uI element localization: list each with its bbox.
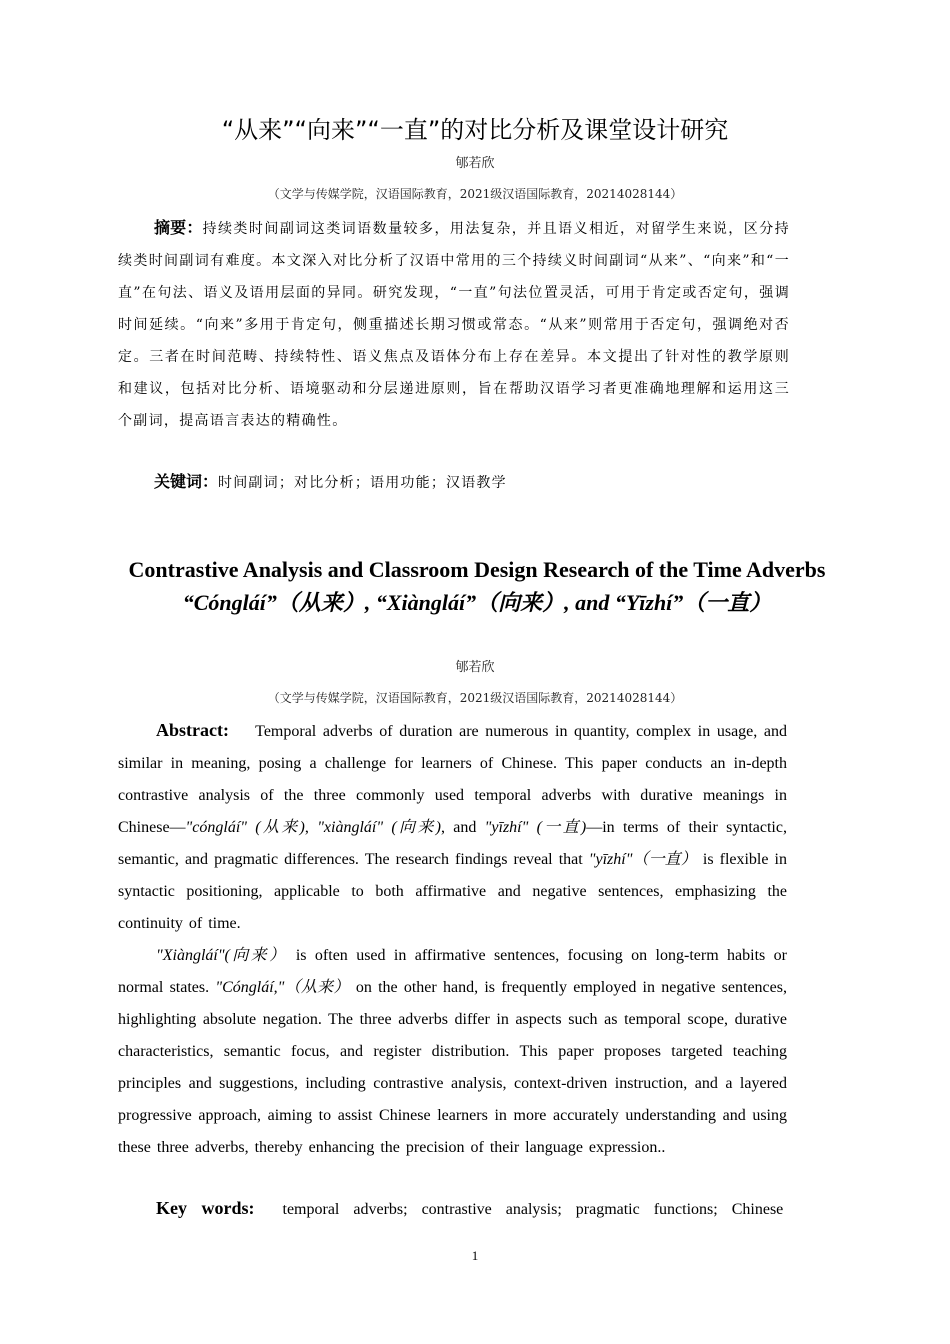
chinese-abstract: [118, 212, 790, 437]
chinese-keywords: [154, 466, 507, 499]
english-title-term-conglai: “Cóngláí”（从来）,: [182, 590, 371, 615]
english-title-main: Contrastive Analysis and Classroom Design Research of the Time Adverbs: [128, 557, 826, 582]
author-affiliation-en: （文学与传媒学院，汉语国际教育，2021级汉语国际教育，20214028144）: [267, 691, 683, 705]
page-number: 1: [471, 1248, 479, 1263]
author-name-en: 郇若欣: [455, 660, 495, 675]
separator: , and: [440, 819, 485, 836]
term-xianglai: "Xiàngláí"(向来）: [156, 947, 288, 964]
english-title-and: , and: [564, 590, 615, 615]
english-keywords: [118, 1192, 787, 1226]
term-yizhi: "yīzhí"（一直）: [588, 851, 697, 868]
keywords-text-en: temporal adverbs; contrastive analysis; pragmatic functions; Chinese: [282, 1201, 784, 1218]
english-abstract: [118, 714, 787, 1164]
author-name: 郇若欣: [455, 156, 495, 171]
abstract-text-en: Temporal adverbs of duration are numerous in quantity, complex in usage, and similar in meaning, posing a challenge for learners of Chinese. This paper conducts an in-depth contrastive analysis of the three commonly used temporal adverbs with durative meanings in Chinese—: [118, 723, 787, 836]
abstract-label-en: Abstract:: [156, 720, 229, 740]
keywords-text-cn: 时间副词；对比分析；语用功能；汉语教学: [218, 475, 507, 491]
term-yizhi: "yīzhí" (一直): [484, 819, 587, 836]
abstract-label-cn: 摘要：: [154, 218, 203, 237]
english-title: [126, 553, 828, 619]
keywords-label-cn: 关键词：: [154, 472, 219, 491]
abstract-text-en: is flexible in syntactic positioning, applicable to both affirmative and negative sentences, emphasizing the continuity of time.: [118, 851, 787, 932]
author-affiliation: （文学与传媒学院，汉语国际教育，2021级汉语国际教育，20214028144）: [267, 187, 683, 201]
english-abstract-paragraph-2: [118, 940, 787, 1164]
term-xianglai: "xiàngláí" (向来): [317, 819, 441, 836]
keywords-label-en: Key words:: [156, 1198, 255, 1218]
abstract-text-en: is often used in affirmative sentences, focusing on long-term habits or normal states.: [118, 947, 787, 996]
abstract-text-cn: 持续类时间副词这类词语数量较多，用法复杂，并且语义相近，对留学生来说，区分持续类时间副词有难度。本文深入对比分析了汉语中常用的三个持续义时间副词“从来”、“向来”和“一直”在句法、语义及语用层面的异同。研究发现，“一直”句法位置灵活，可用于肯定或否定句，强调时间延续。“向来”多用于肯定句，侧重描述长期习惯或常态。“从来”则常用于否定句，强调绝对否定。三者在时间范畴、持续特性、语义焦点及语体分布上存在差异。本文提出了针对性的教学原则和建议，包括对比分析、语境驱动和分层递进原则，旨在帮助汉语学习者更准确地理解和运用这三个副词，提高语言表达的精确性。: [118, 221, 790, 429]
separator: ,: [304, 819, 318, 836]
abstract-text-en: —in terms of their syntactic, semantic, and pragmatic differences. The research findings reveal that: [118, 819, 787, 868]
english-title-term-yizhi: “Yīzhí”（一直）: [614, 590, 772, 615]
english-abstract-paragraph-1: [118, 714, 787, 940]
term-conglai: "cóngláí" (从来): [185, 819, 305, 836]
abstract-text-en: on the other hand, is frequently employed in negative sentences, highlighting absolute negation. The three adverbs differ in aspects such as temporal scope, durative characteristics, semantic focus, and register distribution. This paper proposes targeted teaching principles and suggestions, including contrastive analysis, context-driven instruction, and a layered progressive approach, aiming to assist Chinese learners in more accurately understanding and using these three adverbs, thereby enhancing the precision of their language expression..: [118, 979, 787, 1156]
term-conglai: "Cóngláí,"（从来）: [215, 979, 350, 996]
english-title-term-xianglai: “Xiàngláí”（向来）: [375, 590, 565, 615]
chinese-title: “从来”“向来”“一直”的对比分析及课堂设计研究: [221, 116, 729, 144]
